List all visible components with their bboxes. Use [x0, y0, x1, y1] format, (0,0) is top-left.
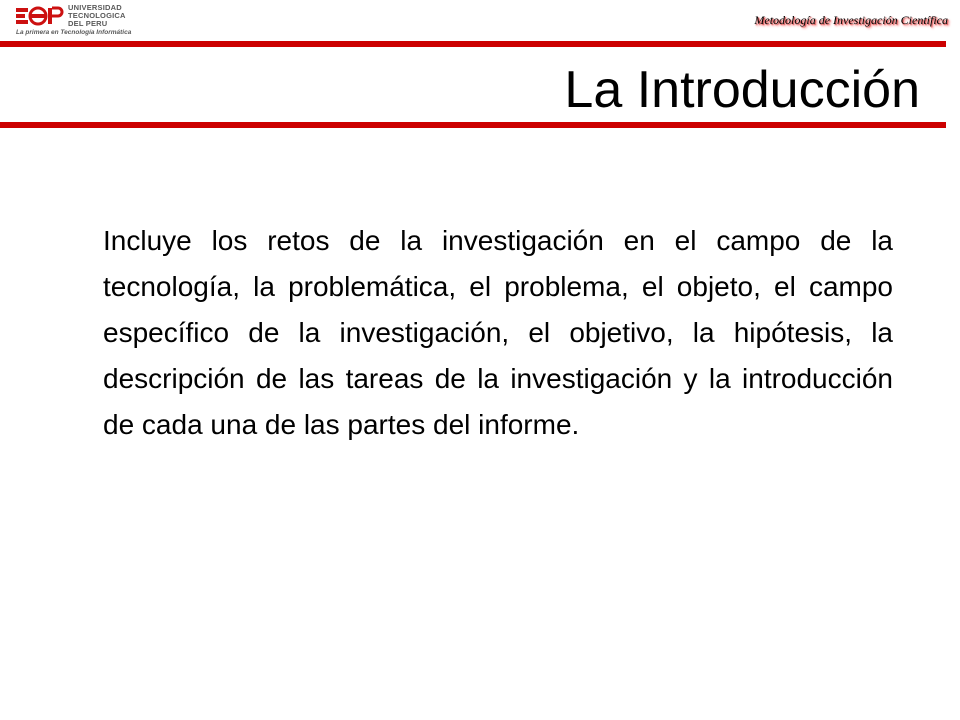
logo-tagline: La primera en Tecnología Informática — [16, 29, 132, 36]
logo-name-line: DEL PERU — [68, 19, 108, 28]
top-divider-bar — [0, 41, 946, 47]
course-title: Metodología de Investigación Científica — [754, 13, 948, 27]
slide-title: La Introducción — [564, 61, 920, 119]
logo-name-line: TECNOLOGICA — [68, 11, 126, 20]
utp-emblem-icon — [14, 4, 64, 28]
bottom-divider-bar — [0, 122, 946, 128]
slide-body-text: Incluye los retos de la investigación en el campo de la tecnología, la problemática, el problema, el objeto, el campo específico de la investigación, el objetivo, la hipótesis, la descripción de las tareas de la investigación y la introducción de cada una de las partes del informe. — [103, 225, 893, 440]
logo-name — [68, 4, 126, 28]
university-logo — [14, 2, 164, 38]
logo-name-line: UNIVERSIDAD — [68, 3, 122, 12]
